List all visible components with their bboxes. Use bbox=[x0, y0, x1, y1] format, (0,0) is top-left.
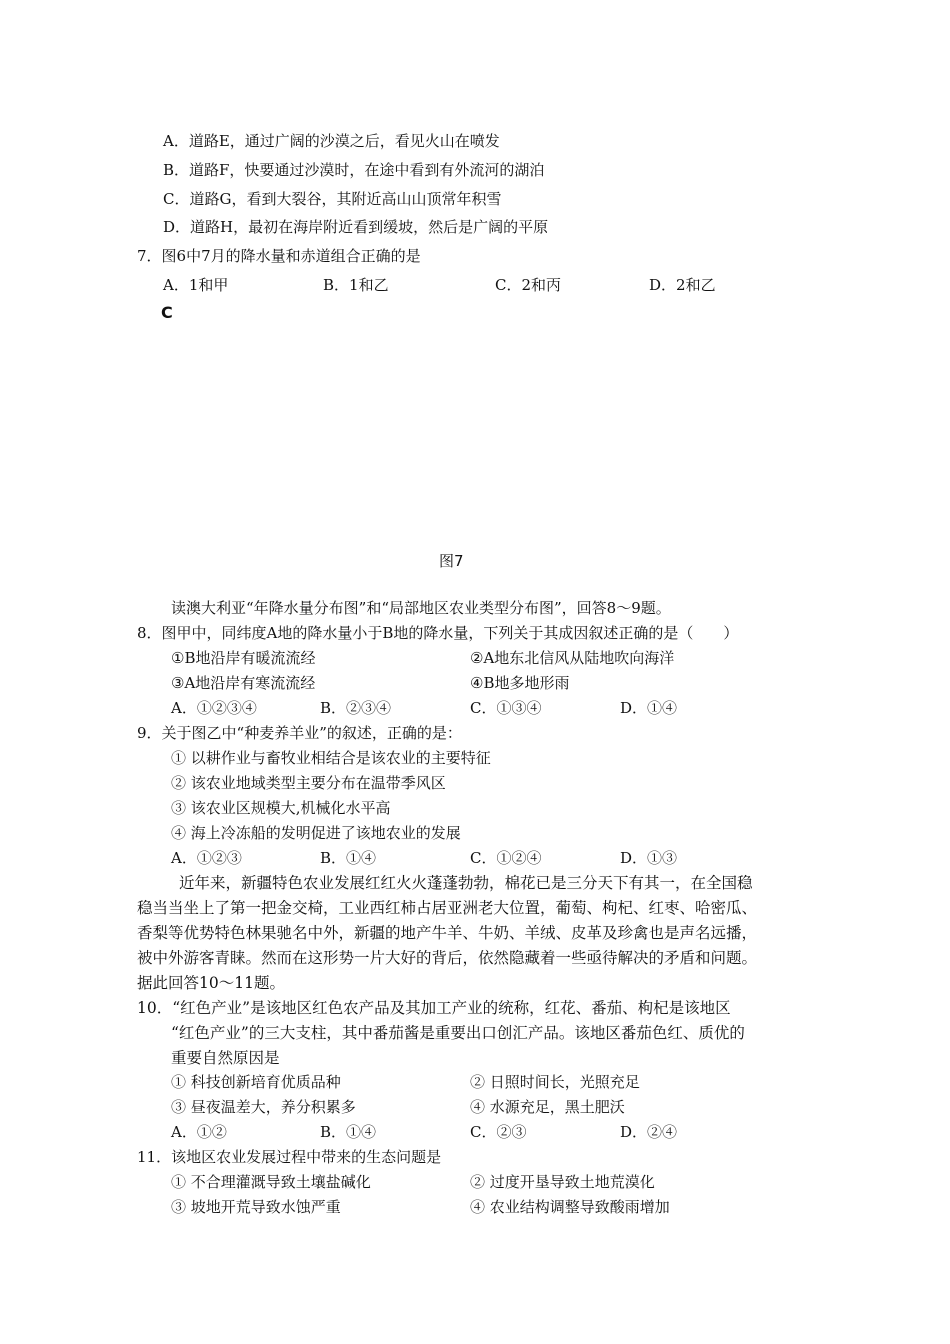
q6-option-b: B．道路F，快要通过沙漠时，在途中看到有外流河的湖泊 bbox=[163, 161, 545, 179]
passage-line-2: 稳当当坐上了第一把金交椅，工业西红柿占居亚洲老大位置，葡萄、枸杞、红枣、哈密瓜、 bbox=[137, 899, 758, 917]
q9-option-b: B．①④ bbox=[320, 849, 377, 867]
q7-answer: C bbox=[161, 303, 173, 322]
q7-stem: 7．图6中7月的降水量和赤道组合正确的是 bbox=[137, 247, 421, 265]
q7-option-a: A．1和甲 bbox=[163, 276, 229, 294]
q10-item-3: ③ 昼夜温差大，养分积累多 bbox=[171, 1098, 356, 1116]
q10-option-d: D．②④ bbox=[620, 1123, 678, 1141]
q8-option-b: B．②③④ bbox=[320, 699, 392, 717]
q10-item-4: ④ 水源充足，黑土肥沃 bbox=[470, 1098, 625, 1116]
q9-item-1: ① 以耕作业与畜牧业相结合是该农业的主要特征 bbox=[171, 749, 491, 767]
q11-item-2: ② 过度开垦导致土地荒漠化 bbox=[470, 1173, 655, 1191]
q8-item-1: ①B地沿岸有暖流流经 bbox=[171, 649, 316, 667]
passage-line-5: 据此回答10～11题。 bbox=[137, 974, 285, 992]
q11-item-1: ① 不合理灌溉导致土壤盐碱化 bbox=[171, 1173, 371, 1191]
q11-item-3: ③ 坡地开荒导致水蚀严重 bbox=[171, 1198, 341, 1216]
q8-item-4: ④B地多地形雨 bbox=[470, 674, 570, 692]
q9-item-2: ② 该农业地域类型主要分布在温带季风区 bbox=[171, 774, 446, 792]
q9-item-4: ④ 海上冷冻船的发明促进了该地农业的发展 bbox=[171, 824, 461, 842]
q11-item-4: ④ 农业结构调整导致酸雨增加 bbox=[470, 1198, 670, 1216]
q10-stem-line-1: 10．“红色产业”是该地区红色农产品及其加工产业的统称，红花、番茄、枸杞是该地区 bbox=[137, 999, 731, 1017]
q8-option-a: A．①②③④ bbox=[171, 699, 257, 717]
q10-item-2: ② 日照时间长，光照充足 bbox=[470, 1073, 640, 1091]
q11-stem: 11．该地区农业发展过程中带来的生态问题是 bbox=[137, 1148, 442, 1166]
figure-7-caption: 图7 bbox=[439, 552, 464, 570]
q10-item-1: ① 科技创新培育优质品种 bbox=[171, 1073, 341, 1091]
q9-option-c: C．①②④ bbox=[470, 849, 542, 867]
q8-option-c: C．①③④ bbox=[470, 699, 542, 717]
q8-stem: 8．图甲中，同纬度A地的降水量小于B地的降水量，下列关于其成因叙述正确的是（ ） bbox=[137, 624, 739, 642]
q7-option-c: C．2和丙 bbox=[495, 276, 562, 294]
q10-stem-line-2: “红色产业”的三大支柱，其中番茄酱是重要出口创汇产品。该地区番茄色红、质优的 bbox=[171, 1024, 745, 1042]
passage-line-3: 香梨等优势特色林果驰名中外，新疆的地产牛羊、牛奶、羊绒、皮革及珍禽也是声名远播， bbox=[137, 924, 758, 942]
q10-option-a: A．①② bbox=[171, 1123, 227, 1141]
q10-option-c: C．②③ bbox=[470, 1123, 527, 1141]
q9-item-3: ③ 该农业区规模大,机械化水平高 bbox=[171, 799, 391, 817]
q6-option-d: D．道路H，最初在海岸附近看到缓坡，然后是广阔的平原 bbox=[163, 218, 549, 236]
q7-option-b: B．1和乙 bbox=[323, 276, 389, 294]
q9-option-a: A．①②③ bbox=[171, 849, 242, 867]
q9-stem: 9．关于图乙中“种麦养羊业”的叙述，正确的是： bbox=[137, 724, 462, 742]
passage-line-1: 近年来，新疆特色农业发展红红火火蓬蓬勃勃，棉花已是三分天下有其一，在全国稳 bbox=[179, 874, 753, 892]
q9-option-d: D．①③ bbox=[620, 849, 678, 867]
q8-item-3: ③A地沿岸有寒流流经 bbox=[171, 674, 316, 692]
q10-option-b: B．①④ bbox=[320, 1123, 377, 1141]
intro-8-9: 读澳大利亚“年降水量分布图”和“局部地区农业类型分布图”，回答8～9题。 bbox=[171, 599, 671, 617]
passage-line-4: 被中外游客青睐。然而在这形势一片大好的背后，依然隐藏着一些亟待解决的矛盾和问题。 bbox=[137, 949, 758, 967]
q6-option-c: C．道路G，看到大裂谷，其附近高山山顶常年积雪 bbox=[163, 190, 502, 208]
q7-option-d: D．2和乙 bbox=[649, 276, 716, 294]
q8-option-d: D．①④ bbox=[620, 699, 678, 717]
q10-stem-line-3: 重要自然原因是 bbox=[171, 1049, 280, 1067]
q6-option-a: A．道路E，通过广阔的沙漠之后，看见火山在喷发 bbox=[163, 132, 500, 150]
q8-item-2: ②A地东北信风从陆地吹向海洋 bbox=[470, 649, 675, 667]
